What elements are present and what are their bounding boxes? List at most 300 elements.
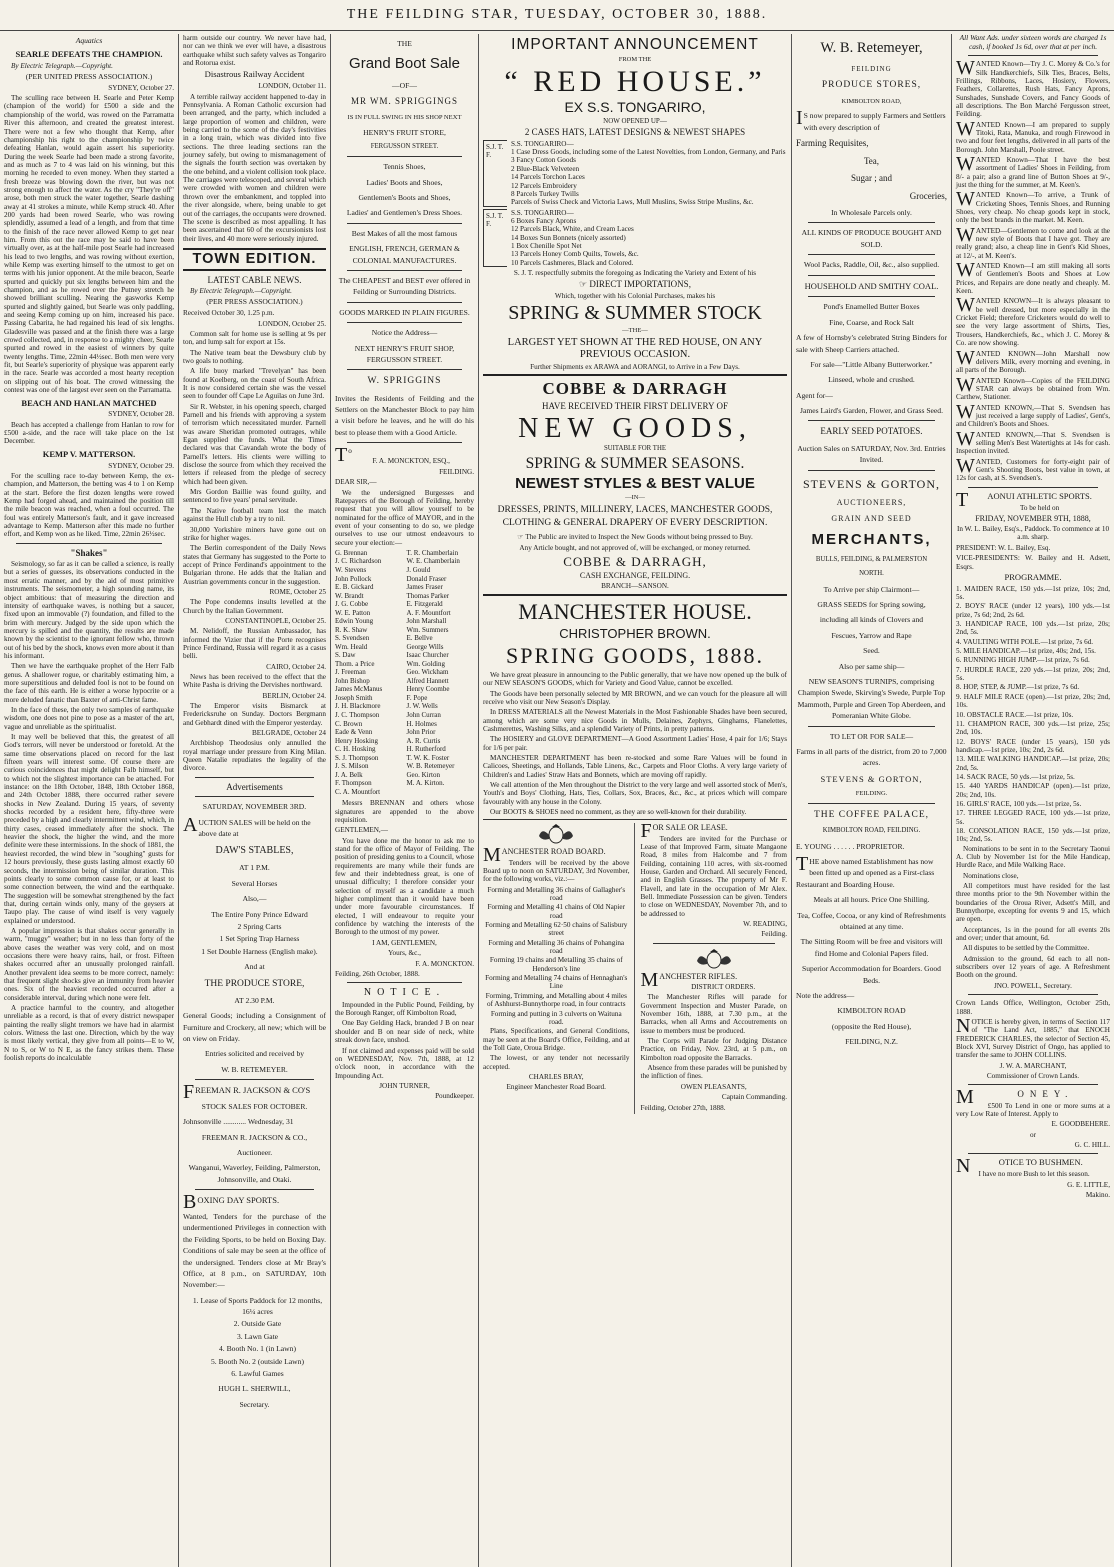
- manchester-house-spring: SPRING GOODS, 1888.: [505, 643, 765, 669]
- divider: [968, 994, 1098, 995]
- want-ad: WANTED Known—To arrive, a Trunk of Cricketing Shoes, Tennis Shoes, and Running Shoes, very cheap. No cheap goods kept in stock, only the best brands in the market. M. Keen.: [956, 188, 1110, 225]
- signatory-name: Eade & Venn: [335, 728, 373, 737]
- ad-produce: ALL KINDS OF PRODUCE BOUGHT AND SOLD.: [801, 228, 942, 249]
- taonui-president: PRESIDENT: W. L. Bailey, Esq.: [956, 543, 1051, 552]
- want-ad: WANTED KNOWN,—That S. Svendsen is selling Men's Best Watertights at 14s for cash. Inspection invited.: [956, 427, 1110, 456]
- bushmen-body: I have no more Bush to let this season.: [978, 1170, 1090, 1179]
- divider: [347, 156, 462, 157]
- ad-item: Forming and Metalling 74 chains of Hennaghan's Line: [485, 974, 628, 991]
- divider: [808, 254, 935, 255]
- advertisements-heading: Advertisements: [226, 781, 283, 792]
- road-board-ad: [483, 823, 635, 1113]
- ad-lowest: The lowest, or any tender not necessarily accepted.: [483, 1054, 630, 1071]
- ad-places: Wanganui, Waverley, Feilding, Palmerston, Johnsonville, and Otaki.: [188, 1163, 321, 1184]
- ad-item: 2 Spring Carts: [237, 921, 282, 931]
- taonui-date: FRIDAY, NOVEMBER 9TH, 1888,: [975, 513, 1091, 523]
- direct-label: DIRECT IMPORTATIONS,: [589, 279, 691, 290]
- ad-body: Absence from these parades will be punished by the infliction of fines.: [640, 1064, 787, 1081]
- article-body: The Native team beat the Dewsbury club by two goals to nothing.: [183, 348, 326, 365]
- notice-body: One Bay Gelding Hack, branded J B on near shoulder and B on near side of neck, white streak down face, unshod.: [335, 1019, 474, 1045]
- notice-signature: JOHN TURNER,: [379, 1081, 430, 1090]
- signatory-name: Joseph Smith: [335, 693, 373, 702]
- ad-title: FOR SALE OR LEASE.: [640, 820, 728, 843]
- ad-albany: For sale—"Little Albany Butterworker.": [810, 359, 933, 369]
- want-ad: WANTED Known—Copies of the FEILDING STAR can always be obtained from Wm. Carthew, Stationer.: [956, 373, 1110, 402]
- red-house-direct: [483, 279, 787, 289]
- ad-body: General Goods; including a Consignment of Furniture and Crockery, all new; which will be on view on Friday.: [183, 1011, 326, 1043]
- want-ad: WANTED KNOWN,—That S. Svendsen has just received a large supply of Ladies', Gent's, and Children's Boots and Shoes.: [956, 400, 1110, 429]
- want-ad: WANTED—Gentlemen to come and look at the new style of Boots that I have got. They are really grand; also, a cheap line in Gent's Kid Shoes, at 12/-, at M. Keen's.: [956, 223, 1110, 260]
- signatory-name: J. Freeman: [335, 668, 366, 677]
- ad-seed: Seed.: [863, 646, 880, 656]
- signatory-name: C. A. Mountfort: [335, 787, 381, 796]
- ad-manuf: ENGLISH, FRENCH, GERMAN & COLONIAL MANUFACTURES.: [349, 244, 460, 265]
- ad-kim: KIMBOLTON ROAD, FEILDING.: [822, 827, 921, 835]
- dateline: ROME, October 25: [269, 587, 326, 596]
- ad-grain: GRAIN AND SEED: [831, 513, 912, 523]
- signatory-name: W. Stevens: [335, 565, 367, 574]
- ad-town: FEILDING: [851, 64, 892, 73]
- headline-kemp-matterson: KEMP V. MATTERSON.: [42, 448, 136, 459]
- signatory-name: M. A. Kirton.: [406, 779, 445, 788]
- signatory-name: S. Daw: [335, 651, 356, 660]
- ad-road: KIMBOLTON ROAD,: [841, 97, 902, 105]
- letter-messrs: Messrs BRENNAN and others whose signatures are appended to the above requisition.: [335, 799, 474, 825]
- ad-item: 5. Booth No. 2 (outside Lawn): [210, 1356, 304, 1366]
- signatory-name: Wm. Golding: [406, 659, 445, 668]
- signatory-name: John Curran: [406, 711, 441, 720]
- retemeyer-ad: [796, 38, 947, 466]
- divider: [808, 470, 935, 471]
- money-contact: E. GOODBEHERE.: [1051, 1120, 1110, 1129]
- ad-item: 4. Booth No. 1 (in Lawn): [219, 1344, 296, 1354]
- article-body: Common salt for home use is selling at 9s per ton, and lump salt for export at 15s.: [183, 329, 326, 347]
- article-body: The Pope condemns insults levelled at the Church by the Italian Government.: [183, 598, 326, 615]
- ad-of: —OF—: [392, 80, 417, 90]
- ad-auct: AUCTIONEERS,: [836, 497, 907, 507]
- ad-body: The Manchester Rifles will parade for Government Inspection and Muster Parade, on November 16th, 1888, at 7.30 p.m., at the Barracks, when all Arms and Accoutrements on issue to members must be produced.: [640, 993, 787, 1035]
- dateline: BERLIN, October 24.: [262, 691, 326, 700]
- ad-title: FREEMAN R. JACKSON & CO'S: [183, 1081, 311, 1104]
- want-ads-list: [956, 57, 1110, 483]
- red-house-headline: IMPORTANT ANNOUNCEMENT: [511, 36, 759, 53]
- signatory-name: J. W. Wells: [406, 702, 438, 711]
- ad-invites: Invites the Residents of Feilding and the Settlers on the Manchester Block to pay him a visit before he leaves, and he will do his best to please them with a Good Article.: [335, 393, 474, 437]
- list-item: 14 Boxes Sun Bonnets (nicely assorted): [511, 233, 626, 242]
- import-list-2: [483, 209, 787, 267]
- money-contact: G. C. HILL.: [1074, 1141, 1110, 1150]
- divider: [808, 275, 935, 276]
- want-ad: WANTED Known—That I have the best assortment of Ladies' Shoes in Feilding, from 8/- a pair; also a grand line of Button Shoes at 9/-, just the thing for the summer, at M. Keen's.: [956, 152, 1110, 189]
- signatory-name: Alfred Hannett: [406, 676, 449, 685]
- signatory-name: Geo. Wickham: [406, 668, 449, 677]
- bushmen-signature: G. E. LITTLE,: [1067, 1180, 1110, 1189]
- cobbe-signature: COBBE & DARRAGH,: [563, 554, 707, 570]
- pointing-hand-icon: ☞: [579, 279, 590, 290]
- ad-line: IS IN FULL SWING IN HIS SHOP NEXT: [347, 113, 462, 121]
- ad-title: MANCHESTER RIFLES.: [640, 968, 738, 991]
- crown-lands-signature: J. W. A. MARCHANT,: [999, 1061, 1067, 1070]
- red-house-title: “ RED HOUSE.”: [504, 64, 766, 98]
- ad-also: Also,—: [242, 894, 267, 904]
- notice-title: NOTICE.: [363, 987, 446, 999]
- signatory-name: R. K. Shaw: [335, 625, 368, 634]
- cobbe-new-goods: NEW GOODS,: [518, 412, 752, 444]
- divider: [347, 302, 462, 303]
- ad-item: 3. Lawn Gate: [236, 1331, 279, 1341]
- mh-body: We call attention of the Men throughout the District to the very large and well assorted stock of Men's, Youth's and Boys' Clothing, Hats, Ties, Collars, Sox, Braces, &c., &c., at prices which will compare favourably with any house in the Colony.: [483, 781, 787, 806]
- ad-line: Johnsonville ............ Wednesday, 31: [183, 1117, 294, 1127]
- signatory-name: Thomas Parker: [406, 591, 450, 600]
- signatory-name: T. W. K. Foster: [406, 753, 450, 762]
- article-body: The Native football team lost the match against the Hull club by a try to nil.: [183, 506, 326, 524]
- ad-also: Also per same ship—: [838, 661, 905, 671]
- red-house-colonial: Which, together with his Colonial Purchases, makes his: [554, 291, 716, 300]
- ad-item: 1 Set Double Harness (English make).: [201, 946, 318, 956]
- dateline: LONDON, October 25.: [258, 319, 326, 328]
- divider: [483, 374, 787, 376]
- ad-item: Forming and Metalling 36 chains of Gallagher's road: [487, 885, 626, 903]
- masthead: THE FEILDING STAR, TUESDAY, OCTOBER 30, 1888.: [0, 0, 1114, 31]
- article-body: A terrible railway accident happened to-day in Pennsylvania. A Roman Catholic excursion had been arranged, and the party, which included a large proportion of women and children, were being carried to the scene of the day's festivities in a long train, which was divided into five sections. The three leading sections ran the journey safely, but owing to mismanagement of the signals the fourth section was overtaken by the one behind, and a violent collision took place. The carriages were telescoped, and several which were crowded with women and children were thrown over the embankment, and toppled into the river alongside, where, being unable to get out of the carriages, the occupants were drowned. The scene is described as most appalling. It has been ascertained that 60 of the excursionists lost their lives, and 40 more were seriously injured.: [183, 92, 326, 243]
- want-ad: WANTED Known—I am prepared to supply Titoki, Rata, Manuka, and rough Firewood in two and four feet lengths, delivered in all parts of the Borough. John Marshall, Poole street.: [956, 117, 1110, 154]
- ad-auction: Auction Sales on SATURDAY, Nov. 3rd. Entries Invited.: [797, 443, 946, 465]
- cobbe-any: Any Article bought, and not approved of, will be exchanged, or money returned.: [519, 543, 751, 552]
- notice-body: Impounded in the Public Pound, Feilding, by the Borough Ranger, off Kimbolton Road,: [335, 1000, 474, 1018]
- ad-places: BULLS, FEILDING, & PALMERSTON: [815, 556, 928, 564]
- ad-item: Forming and putting in 3 culverts on Waituna road.: [490, 1009, 622, 1026]
- list-item: 6 Boxes Fancy Aprons: [511, 216, 577, 225]
- ad-sub: STOCK SALES FOR OCTOBER.: [201, 1101, 308, 1111]
- article-body: News has been received to the effect that the White Pasha is driving the Dervishes northward.: [183, 673, 326, 690]
- event-item: 6. RUNNING HIGH JUMP.—1st prize, 7s 6d.: [956, 656, 1090, 665]
- column-6: [951, 34, 1114, 1567]
- divider: [347, 322, 462, 323]
- list-item: 2 Blue-Black Velveteen: [511, 164, 580, 173]
- ad-signature: W. B. RETEMEYER.: [221, 1064, 288, 1074]
- ad-clovers: including all kinds of Clovers and: [819, 615, 924, 625]
- red-house-opened: NOW OPENED UP—: [603, 117, 667, 126]
- signatory-name: Wm. Summers: [406, 625, 449, 634]
- ad-title: THE COFFEE PALACE,: [813, 810, 930, 821]
- signatory-name: James McManus: [335, 685, 383, 694]
- list-item: Parcels of Swiss Check and Victoria Laws, Mull Muslins, Swiss Stripe Muslins, &c.: [511, 198, 754, 207]
- headline-shakes: "Shakes": [70, 547, 108, 558]
- column-5: [791, 34, 951, 1567]
- ad-item: Forming and Metalling 41 chains of Old Napier road: [487, 903, 626, 920]
- headline-searle: SEARLE DEFEATS THE CHAMPION.: [15, 48, 163, 59]
- cobbe-public: [483, 533, 787, 541]
- town-edition-banner: TOWN EDITION.: [183, 248, 326, 271]
- article-body: The Emperor visits Bismarck at Fredericksruhe on Sunday. Doctors Bergmann and Gebhardt dined with the Emperor yesterday.: [183, 702, 326, 727]
- boot-sale-ad: [335, 38, 474, 438]
- coffee-palace-ad: [796, 808, 947, 1047]
- taonui-admission: Admission to the ground, 6d each to all non-subscribers over 12 years of age. A Refreshment Booth on the ground.: [956, 954, 1110, 980]
- signatory-name: A. F. Mountfort: [406, 608, 451, 617]
- dateline: LONDON, October 11.: [258, 82, 326, 91]
- want-ad: WANTED KNOWN—It is always pleasant to be well dressed, but more especially in the Cricket Field; therefore Cricketers would do well to see the very large assortment of Shirts, Ties, Trousers, Handkerchiefs, &c., which J. C. Morey & Co. are now showing.: [956, 294, 1110, 348]
- article-body: M. Nelidoff, the Russian Ambassador, has informed the Vizier that if the Porte recognises Prince Ferdinand, Russia will regard it as a casus belli.: [183, 627, 326, 661]
- ad-name: STEVENS & GORTON,: [802, 476, 941, 491]
- taonui-secretary: JNO. POWELL, Secretary.: [994, 981, 1072, 990]
- ad-list-item: Ladies' Boots and Shoes,: [366, 177, 443, 187]
- signatory-name: Donald Fraser: [406, 574, 447, 583]
- signatory-name: J. Gould: [406, 565, 431, 574]
- ad-prepared: IS now prepared to supply Farmers and Settlers with every description of: [796, 107, 946, 132]
- divider: [808, 296, 935, 297]
- ad-time: AT 2.30 P.M.: [234, 995, 275, 1005]
- ad-item: 6. Lawful Games: [231, 1369, 284, 1379]
- import-list-1: [483, 140, 787, 207]
- ad-signature: W. SPRIGGINS: [367, 376, 442, 387]
- ad-signature: HUGH L. SHERWILL,: [218, 1384, 291, 1394]
- ad-body: Wanted, Tenders for the purchase of the undermentioned Privileges in connection with the Feilding Sports, to be held on Boxing Day. Conditions of sale may be seen at the office of the undersigned. Tenders close at Mr Bray's Office, at 8 p.m., on SATURDAY, 10th November:—: [183, 1211, 326, 1290]
- ad-coal: HOUSEHOLD AND SMITHY COAL.: [804, 280, 939, 291]
- bottom-ads-row: [483, 820, 787, 1113]
- letter-signer: F. A. MONCKTON.: [415, 959, 474, 968]
- divider: [808, 803, 935, 804]
- taonui-programme: PROGRAMME.: [1004, 571, 1062, 582]
- divider: [968, 55, 1098, 56]
- money-or: or: [1030, 1130, 1036, 1139]
- ad-turnips: NEW SEASON'S TURNIPS, comprising Champion Swede, Skirving's Swede, Purple Top Mammoth, Purple and Green Top Aberdeen, and Pomeranian White Globe.: [797, 676, 946, 721]
- royal-crest-icon: [694, 948, 734, 970]
- ad-notice: Notice the Address—: [371, 328, 438, 338]
- ad-lead: AUCTION SALES will be held on the above date at: [183, 813, 311, 839]
- signatory-name: S. Svendsen: [335, 634, 370, 643]
- letter-closing: I AM, GENTLEMEN,: [372, 938, 437, 947]
- dateline: SYDNEY, October 29.: [108, 461, 174, 470]
- signatory-name: James Fraser: [406, 583, 443, 592]
- article-body: Seismology, so far as it can be called a science, is really but a series of guesses, its observations conducted in the most erratic manner, and by the aid of most primitive instruments. The seismometer, a high sounding name, its object ambitious: that of measuring the direction and intensity of earthquake waves, is nothing but a saucer, fixed upon an immovable (?) foundation, and filled to the brim with mercury. Judged by the side upon which the mercury is spilled and the quantity, the results are made known by the scientist to the ignorant fellow who, thrown out of his bed by the shock, knows even more about it than his informant.: [4, 560, 174, 660]
- list-item: 10 Parcels Cashmeres, Black and Colored.: [511, 258, 634, 267]
- event-item: 5. MILE HANDICAP.—1st prize, 40s; 2nd, 15s.: [956, 647, 1096, 656]
- crown-lands-role: Commissioner of Crown Lands.: [986, 1071, 1080, 1080]
- taonui-nominations: Nominations to be sent in to the Secretary Taonui A. Club by November 1st for the Mile Handicap, Hurdle Race, and Mile Walking Race.: [956, 844, 1110, 870]
- event-item: 15. 440 YARDS HANDICAP (open).—1st prize, 20s; 2nd, 10s.: [956, 782, 1110, 799]
- money-body: £500 To Lend in one or more sums at a very Low Rate of Interest. Apply to: [956, 1101, 1110, 1119]
- press-association: (PER UNITED PRESS ASSOCIATION.): [25, 72, 153, 81]
- ad-body: Tenders will be received by the above Board up to noon on SATURDAY, 3rd November, for the following works, viz.:—: [483, 858, 630, 884]
- letter-to: To: [335, 444, 352, 467]
- signatory-name: H. Rutherford: [406, 745, 446, 754]
- crown-lands-notice: NOTICE is hereby given, in terms of Section 117 of "The Land Act, 1885," that ENOCH FREDERICK CHARLES, the selector of Section 45, Block XVI, Survey District of Ongo, has applied to transfer the same to JOHN COLLINS.: [956, 1014, 1110, 1060]
- article-body: Then we have the earthquake prophet of the Herr Falb genus. A shallower rogue, or charitably estimating him, a more superstitious and deluded fool is not to be found on the face of this earth. He is either a worse hypocrite or a more deluded fanatic than Baxter of anti-Christ fame.: [4, 662, 174, 704]
- list-item: 13 Parcels Honey Comb Quilts, Towels, &c.: [511, 250, 639, 259]
- sale-rifles-ads: [640, 820, 788, 1113]
- signatory-name: John Prior: [406, 728, 436, 737]
- letter-body: We the undersigned Burgesses and Ratepayers of the Borough of Feilding, hereby request that you will allow yourself to be nominated for the office of MAYOR, and in the event of your consenting to do so, we pledge ourselves to use our utmost endeavours to secure your election:—: [335, 488, 474, 547]
- headline-beach-hanlan: BEACH AND HANLAN MATCHED: [21, 397, 157, 408]
- dateline: BELGRADE, October 24: [251, 729, 326, 738]
- event-item: 7. HURDLE RACE, 220 yds.—1st prize, 20s; 2nd, 5s.: [956, 665, 1110, 683]
- ad-title: Grand Boot Sale: [349, 55, 460, 73]
- event-item: 1. MAIDEN RACE, 150 yds.—1st prize, 10s; 2nd, 5s.: [956, 584, 1110, 602]
- event-item: 8. HOP, STEP, & JUMP.—1st prize, 7s 6d.: [956, 683, 1080, 692]
- event-item: 2. BOYS' RACE (under 12 years), 100 yds.—1st prize, 7s 6d; 2nd, 2s 6d.: [956, 602, 1110, 619]
- signatory-name: F. Thompson: [335, 779, 372, 788]
- list-item: 12 Parcels Black, White, and Cream Laces: [511, 225, 634, 234]
- ad-north: NORTH.: [859, 570, 884, 578]
- red-house-submits: S. J. T. respectfully submits the foregoing as Indicating the Variety and Extent of his: [513, 268, 757, 277]
- divider: [347, 369, 462, 370]
- signatory-name: W. E. Patton: [335, 608, 371, 617]
- event-item: 4. VAULTING WITH POLE.—1st prize, 7s 6d.: [956, 637, 1094, 646]
- ad-wholesale: In Wholesale Parcels only.: [831, 208, 912, 218]
- ad-feild: FEILDING.: [855, 790, 888, 798]
- event-item: 9. HALF MILE RACE (open).—1st prize, 20s; 2nd, 10s.: [956, 692, 1110, 710]
- ad-the: THE: [397, 39, 412, 48]
- ad-fnz: FEILDING, N.Z.: [845, 1037, 898, 1047]
- divider: [483, 594, 787, 596]
- red-house-the: —THE—: [622, 327, 648, 335]
- ad-signature: STEVENS & GORTON,: [820, 773, 923, 784]
- event-item: 17. THREE LEGGED RACE, 100 yds.—1st prize, 5s.: [956, 809, 1110, 826]
- letter-salutation: DEAR SIR,—: [335, 478, 377, 487]
- divider: [16, 543, 162, 544]
- signatory-name: W. Brandt: [335, 591, 364, 600]
- ad-list-item: Groceries,: [909, 190, 947, 201]
- cobbe-suitable: SUITABLE FOR THE: [603, 445, 666, 453]
- bushmen-title: NOTICE TO BUSHMEN.: [956, 1155, 1083, 1178]
- crown-lands-header: Crown Lands Office, Wellington, October 25th, 1888.: [956, 999, 1110, 1016]
- ad-kroad: KIMBOLTON ROAD: [837, 1006, 906, 1016]
- ad-opp: (opposite the Red House),: [831, 1021, 912, 1031]
- taonui-paddock: In W. L. Bailey, Esq's., Paddock. To commence at 10 a.m. sharp.: [956, 525, 1110, 542]
- list-item: 3 Fancy Cotton Goods: [511, 156, 576, 165]
- ad-cheapest: The CHEAPEST and BEST ever offered in Feilding or Surrounding Districts.: [338, 275, 471, 297]
- royal-crest-icon: [536, 823, 576, 845]
- ad-list-item: Tennis Shoes,: [383, 162, 426, 172]
- letter-yours: Yours, &c.,: [388, 949, 421, 958]
- article-body: Mrs Gordon Baillie was found guilty, and sentenced to five years' penal servitude.: [183, 488, 326, 505]
- divider: [347, 270, 462, 271]
- ad-agent: Agent for—: [796, 390, 833, 400]
- received-time: Received October 30, 1.25 p.m.: [183, 309, 275, 318]
- column-4: [478, 34, 791, 1567]
- signatory-name: A. R. Curtis: [406, 736, 441, 745]
- ad-title: MANCHESTER ROAD BOARD.: [483, 844, 606, 867]
- article-continuation: harm outside our country. We never have had, nor can we think we ever will have, a disastrous earthquake whilst such safety valves as Tongariro and Rotorua exist.: [183, 34, 326, 68]
- want-ad: WANTED Known—I am still making all sorts of Gentlemen's Boots and Shoes at Low Prices, and Repairs are done neatly and cheaply. M. Keen.: [956, 259, 1110, 296]
- signatory-name: Henry Hosking: [335, 736, 378, 745]
- ad-signature: CHARLES BRAY,: [528, 1072, 584, 1081]
- signatory-name: J. G. Cobbe: [335, 600, 369, 609]
- want-ad: WANTED KNOWN—John Marshall now delivers Milk, every morning and evening, in all parts of the Borough.: [956, 346, 1110, 375]
- signatories-list: [335, 549, 474, 796]
- stevens-gorton-ad: [796, 475, 947, 799]
- ad-sub: DISTRICT ORDERS.: [691, 983, 756, 992]
- signatory-name: John Marshall: [406, 617, 447, 626]
- ad-linseed: Linseed, whole and crushed.: [828, 375, 915, 385]
- signatory-name: G. Brennan: [335, 548, 368, 557]
- list-item: 8 Parcels Turkey Twills: [511, 189, 579, 198]
- red-house-cases: 2 CASES HATS, LATEST DESIGNS & NEWEST SHAPES: [524, 127, 746, 138]
- divider: [808, 222, 935, 223]
- initials-bracket: S.J. T. F.: [483, 140, 507, 207]
- ad-item: Forming 19 chains and Metalling 35 chains of Henderson's line: [489, 956, 623, 973]
- ad-place: DAW'S STABLES,: [215, 845, 294, 857]
- ad-let: TO LET OR FOR SALE—: [829, 731, 914, 741]
- signatory-name: [407, 788, 475, 797]
- ad-arrive: To Arrive per ship Clairmont—: [823, 584, 920, 594]
- article-body: 30,000 Yorkshire miners have gone out on strike for higher wages.: [183, 525, 326, 542]
- signatory-name: J. A. Belk: [335, 770, 363, 779]
- article-body: Sir R. Webster, in his opening speech, charged Parnell and his friends with approving a system of terrorism which necessitated murder. Parnell was aware Sheridan promoted outrages, while Egan supplied the funds. What the Times declared was that Cavandah wrote the body of Parnell's letters. His clients were willing to disclose the source from which they received the letters if released from the pledge of secrecy which had been given.: [183, 402, 326, 486]
- ad-stores: PRODUCE STORES,: [821, 80, 922, 91]
- bushmen-place: Makino.: [1085, 1190, 1110, 1199]
- signatory-name: George Wills: [406, 642, 444, 651]
- ad-date: SATURDAY, NOVEMBER 3RD.: [202, 802, 307, 812]
- ad-goods: GOODS MARKED IN PLAIN FIGURES.: [339, 307, 470, 317]
- event-item: 10. OBSTACLE RACE.—1st prize, 10s.: [956, 710, 1074, 719]
- letter-reply: You have done me the honor to ask me to stand for the office of Mayor of Feilding. The position of presiding genius to a Council, whose requirements are many while their funds are few and their indebtedness great, is one of unusual difficulty; I therefore consider your selection of myself as a candidate a much higher compliment than it would have been under more favourable circumstances. If elected, I will endeavour to requite your confidence by watching the interests of the Borough to the utmost of my power.: [335, 836, 474, 937]
- ad-list-item: Gentlemen's Boots and Shoes,: [358, 193, 451, 203]
- ad-item: 1. Lease of Sports Paddock for 12 months, 16¼ acres: [192, 1295, 323, 1317]
- dateline: CONSTANTINOPLE, October 25.: [225, 616, 326, 625]
- ad-sitting: The Sitting Room will be free and visitors will find Home and Colonial Papers filed.: [800, 937, 943, 958]
- list-item: 1 Box Chenille Spot Net: [511, 241, 582, 250]
- ad-note: Note the address—: [796, 990, 855, 1000]
- ad-fine: Fine, Coarse, and Rock Salt: [829, 317, 914, 327]
- ad-meals: Meals at all hours. Price One Shilling.: [813, 895, 930, 905]
- mh-body: The Goods have been personally selected by MR BROWN, and we can vouch for the pleasure all will receive who visit our New Season's Display.: [483, 689, 787, 706]
- signatory-name: E. Fitzgerald: [406, 600, 443, 609]
- ad-list-item: Sugar ; and: [851, 173, 892, 184]
- signatory-name: C. H. Hosking: [335, 745, 376, 754]
- divider: [808, 726, 935, 727]
- ad-role: Auctioneer.: [236, 1148, 273, 1158]
- cobbe-received: HAVE RECEIVED THEIR FIRST DELIVERY OF: [542, 401, 728, 412]
- dateline: CAIRO, October 24.: [266, 662, 326, 671]
- ad-laird: James Laird's Garden, Flower, and Grass Seed.: [800, 406, 943, 416]
- divider: [195, 777, 314, 778]
- ad-signature: W. READING,: [743, 920, 787, 929]
- want-ad: WANTED, Customers for forty-eight pair of Gent's Shooting Boots, best value in town, at 12s for cash, at S. Svendsen's.: [956, 454, 1110, 483]
- column-2: [178, 34, 330, 1567]
- signatory-name: J. C. Thompson: [335, 711, 380, 720]
- notice-body: If not claimed and expenses paid will be sold on WEDNESDAY, Nov. 7th, 1888, at 12 o'clock noon, in accordance with the Impounding Act.: [335, 1046, 474, 1080]
- cobbe-title: COBBE & DARRAGH: [542, 379, 728, 399]
- signatory-name: John Pollock: [335, 574, 372, 583]
- ad-farms: Farms in all parts of the district, from 20 to 7,000 acres.: [796, 746, 947, 768]
- section-heading-aquatics: Aquatics: [75, 36, 103, 45]
- manchester-house-title: MANCHESTER HOUSE.: [518, 598, 752, 624]
- dateline: SYDNEY, October 28.: [108, 410, 174, 419]
- signatory-name: S. J. Thompson: [335, 753, 379, 762]
- ad-wool: Wool Packs, Raddle, Oil, &c., also supplied.: [803, 260, 940, 270]
- event-item: 12. BOYS' RACE (under 15 years), 150 yds handicap.—1st prize, 10s; 2nd, 2s 6d.: [956, 737, 1110, 754]
- ad-list-item: Ladies' and Gentlemen's Dress Shoes.: [346, 208, 463, 218]
- cobbe-in: —IN—: [625, 494, 645, 502]
- red-house-from: FROM THE: [618, 55, 652, 63]
- mh-body: MANCHESTER DEPARTMENT has been re-stocked and some Rare Values will be found in Calicoes, Sheetings, and Hollands, Table Linens, &c., Carpets and Floor Cloths. A very large variety of Children's and Ladies' Straw Hats and Bonnets, which are moving off rapidly.: [483, 753, 787, 779]
- signatory-name: F. Pope: [406, 693, 428, 702]
- ad-superior: Superior Accommodation for Boarders. Good Beds.: [802, 964, 941, 985]
- ad-date: Feilding, October 27th, 1888.: [640, 1103, 726, 1112]
- taonui-entries: Nominations close,: [963, 871, 1019, 880]
- cobbe-seasons: SPRING & SUMMER SEASONS.: [525, 454, 745, 472]
- event-item: 3. HANDICAP RACE, 100 yds.—1st prize, 20s; 2nd, 5s.: [956, 620, 1110, 637]
- mh-body: Our BOOTS & SHOES need no comment, as they are so well-known for their durability.: [490, 808, 747, 817]
- event-item: 16. GIRLS' RACE, 100 yds.—1st prize, 5s.: [956, 799, 1082, 808]
- column-3: [330, 34, 478, 1567]
- want-ad: WANTED Known—Try J. C. Morey & Co.'s for Silk Handkerchiefs, Silk Ties, Braces, Belts, Frillings, Ribbons, Laces, Hosiery, Flowers, Feathers, Collarettes, Rush Hats, Fancy Aprons, Sunshades, Sunshade Covers, and Fancy Goods of all descriptions. The Bon Marché Fergusson street, Feilding.: [956, 57, 1110, 119]
- ad-address: NEXT HENRY'S FRUIT SHOP, FERGUSSON STREET.: [354, 343, 455, 364]
- taonui-vice: VICE-PRESIDENTS: W. Bailey and H. Adsett, Esqrs.: [956, 554, 1110, 571]
- ad-potatoes: EARLY SEED POTATOES.: [820, 426, 923, 437]
- ad-role: Captain Commanding.: [721, 1093, 787, 1102]
